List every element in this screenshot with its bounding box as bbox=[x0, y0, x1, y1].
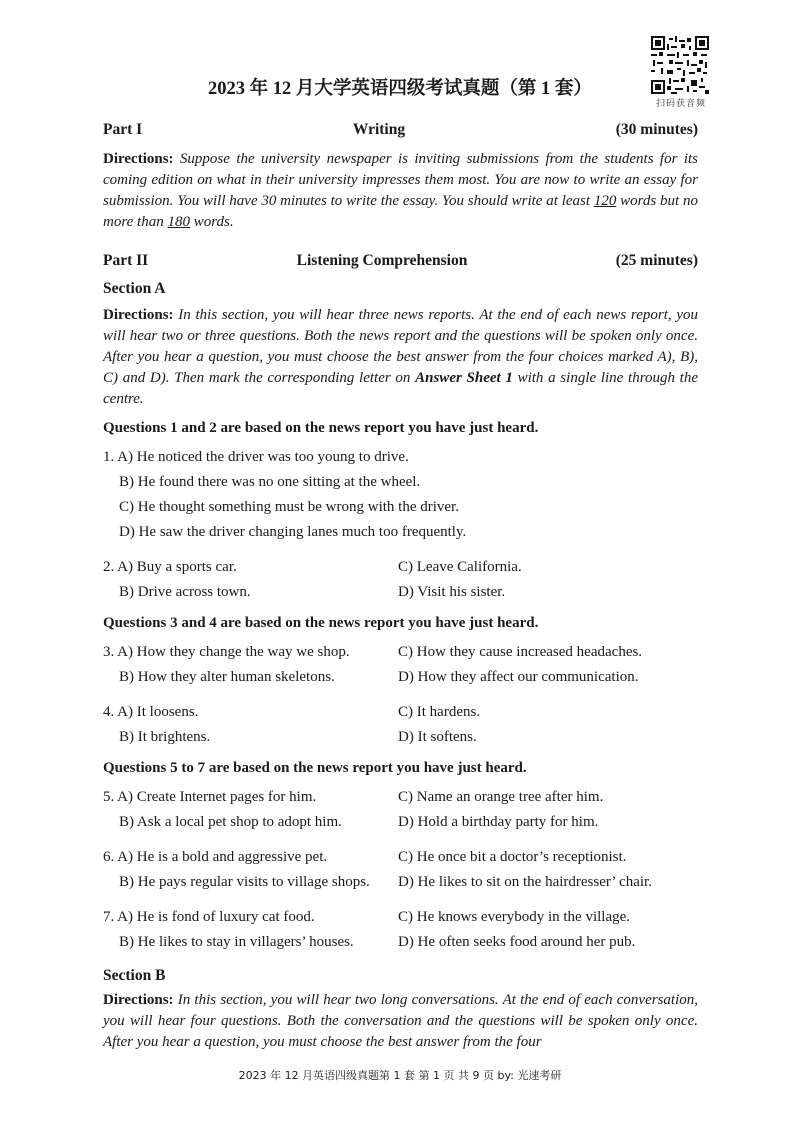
option-c: C) He once bit a doctor’s receptionist. bbox=[398, 849, 627, 865]
option-c: C) Name an orange tree after him. bbox=[398, 789, 604, 805]
part2-name: Listening Comprehension bbox=[296, 252, 468, 269]
option-b: B) He pays regular visits to village shops. bbox=[119, 874, 370, 890]
question-2 bbox=[103, 555, 698, 605]
option-d: D) He saw the driver changing lanes much too frequently. bbox=[119, 524, 467, 540]
part1-heading bbox=[103, 119, 698, 141]
question-group-heading: Questions 5 to 7 are based on the news report you have just heard. bbox=[103, 760, 527, 776]
option-b: B) It brightens. bbox=[119, 729, 211, 745]
option-c: C) He thought something must be wrong with the driver. bbox=[119, 499, 459, 515]
part1-directions bbox=[103, 149, 698, 233]
option-b: B) He found there was no one sitting at the wheel. bbox=[119, 474, 421, 490]
question-1 bbox=[103, 445, 698, 545]
option-c: C) He knows everybody in the village. bbox=[398, 909, 631, 925]
qr-caption: 扫码获音频 bbox=[655, 99, 706, 109]
section-a-title: Section A bbox=[103, 280, 166, 297]
directions-label: Directions: bbox=[103, 992, 174, 1008]
option-b: B) How they alter human skeletons. bbox=[119, 669, 335, 685]
directions-label: Directions: bbox=[103, 307, 174, 323]
option-c: C) How they cause increased headaches. bbox=[398, 644, 643, 660]
question-group-heading: Questions 3 and 4 are based on the news report you have just heard. bbox=[103, 615, 539, 631]
part1-label: Part I bbox=[103, 121, 143, 138]
page-title: 2023 年 12 月大学英语四级考试真题（第 1 套） bbox=[208, 79, 592, 99]
part2-heading bbox=[103, 250, 698, 272]
option-d: D) Hold a birthday party for him. bbox=[398, 814, 599, 830]
max-words: 180 bbox=[167, 214, 190, 230]
option-d: D) He likes to sit on the hairdresser’ chair. bbox=[398, 874, 652, 890]
option-a: 4. A) It loosens. bbox=[103, 704, 199, 720]
directions-text: with a single line through the centre. bbox=[103, 370, 699, 407]
directions-text: words. bbox=[189, 214, 234, 230]
page-footer: 2023 年 12 月英语四级真题第 1 套 第 1 页 共 9 页 by: 光速考研 bbox=[238, 1069, 562, 1082]
directions-label: Directions: bbox=[103, 151, 174, 167]
option-d: D) How they affect our communication. bbox=[398, 669, 639, 685]
option-d: D) Visit his sister. bbox=[398, 584, 506, 600]
part1-time: (30 minutes) bbox=[615, 121, 698, 138]
option-d: D) He often seeks food around her pub. bbox=[398, 934, 636, 950]
question-5 bbox=[103, 785, 698, 835]
part2-time: (25 minutes) bbox=[615, 252, 698, 269]
question-3 bbox=[103, 640, 698, 690]
option-a: 2. A) Buy a sports car. bbox=[103, 559, 237, 575]
exam-content bbox=[103, 119, 698, 1053]
question-4 bbox=[103, 700, 698, 750]
question-group-heading: Questions 1 and 2 are based on the news report you have just heard. bbox=[103, 420, 539, 436]
option-b: B) He likes to stay in villagers’ houses. bbox=[119, 934, 354, 950]
option-c: C) Leave California. bbox=[398, 559, 522, 575]
part2-label: Part II bbox=[103, 252, 149, 269]
question-6 bbox=[103, 845, 698, 895]
qr-code-icon bbox=[651, 36, 709, 94]
section-b-title: Section B bbox=[103, 967, 166, 984]
answer-sheet: Answer Sheet 1 bbox=[415, 370, 513, 386]
option-d: D) It softens. bbox=[398, 729, 477, 745]
option-b: B) Drive across town. bbox=[119, 584, 251, 600]
part1-name: Writing bbox=[352, 121, 406, 138]
directions-text: In this section, you will hear two long conversations. At the end of each conversation, you will hear four questions. Both the conversation and the questions will be spoken only once. After you hear a question, you must choose the best answer from the four bbox=[103, 992, 698, 1050]
question-7 bbox=[103, 905, 698, 955]
option-a: 3. A) How they change the way we shop. bbox=[103, 644, 350, 660]
option-a: 5. A) Create Internet pages for him. bbox=[103, 789, 317, 805]
option-a: 1. A) He noticed the driver was too young to drive. bbox=[103, 449, 409, 465]
option-c: C) It hardens. bbox=[398, 704, 481, 720]
directions-text: Suppose the university newspaper is inviting submissions from the students for its coming edition on what in their university impresses them most. You are now to write an essay for submission. You will have 30 minutes to write the essay. You should write at least bbox=[103, 151, 698, 209]
directions-text: In this section, you will hear three news reports. At the end of each news report, you will hear two or three questions. Both the news report and the questions will be spoken only once. After you hear a question, you must choose the best answer from the four choices marked A), B), C) and D). Then mark the corresponding letter on bbox=[103, 307, 698, 386]
option-a: 6. A) He is a bold and aggressive pet. bbox=[103, 849, 328, 865]
section-b-directions bbox=[103, 990, 698, 1053]
section-a-directions bbox=[103, 305, 698, 410]
min-words: 120 bbox=[593, 193, 617, 209]
directions-text: words but no more than bbox=[103, 193, 698, 230]
option-a: 7. A) He is fond of luxury cat food. bbox=[103, 909, 315, 925]
option-b: B) Ask a local pet shop to adopt him. bbox=[119, 814, 342, 830]
